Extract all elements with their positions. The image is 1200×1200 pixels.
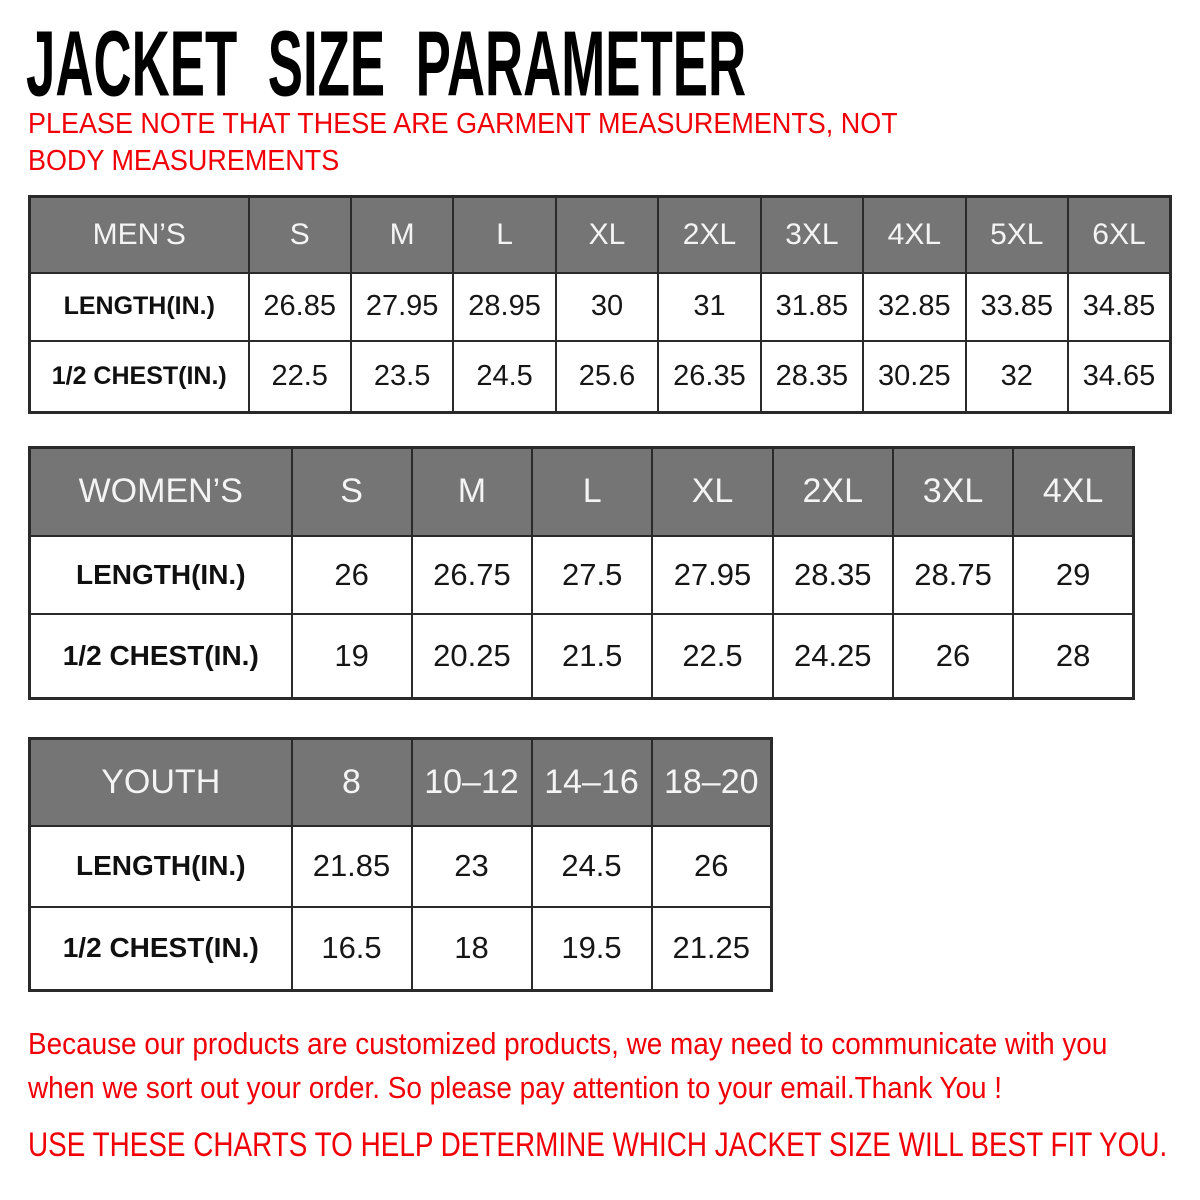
size-value: 25.6	[556, 341, 658, 413]
size-value: 31	[658, 273, 760, 341]
youth-size-header: 10–12	[412, 739, 532, 826]
womens-size-header: XL	[652, 448, 772, 536]
size-value: 26.85	[249, 273, 351, 341]
size-value: 26	[652, 826, 772, 907]
size-value: 24.5	[532, 826, 652, 907]
youth-size-header: 18–20	[652, 739, 772, 826]
size-value: 23	[412, 826, 532, 907]
womens-table-title: WOMEN’S	[30, 448, 292, 536]
youth-chest-row	[30, 907, 772, 991]
size-value: 21.5	[532, 614, 652, 699]
womens-size-header: 2XL	[773, 448, 893, 536]
womens-header-row	[30, 448, 1134, 536]
size-value: 33.85	[966, 273, 1068, 341]
size-value: 32	[966, 341, 1068, 413]
size-value: 27.95	[652, 536, 772, 614]
size-value: 22.5	[249, 341, 351, 413]
womens-size-table	[28, 446, 1135, 700]
size-value: 28.95	[453, 273, 555, 341]
size-value: 27.5	[532, 536, 652, 614]
size-value: 28.75	[893, 536, 1013, 614]
mens-size-header: 3XL	[761, 197, 863, 273]
size-value: 28	[1013, 614, 1133, 699]
row-label: 1/2 CHEST(IN.)	[30, 614, 292, 699]
row-label: 1/2 CHEST(IN.)	[30, 907, 292, 991]
size-value: 31.85	[761, 273, 863, 341]
size-value: 26.75	[412, 536, 532, 614]
garment-measurement-note: PLEASE NOTE THAT THESE ARE GARMENT MEASUREMENTS, NOT BODY MEASUREMENTS	[28, 108, 898, 177]
mens-size-header: 5XL	[966, 197, 1068, 273]
mens-table-title: MEN’S	[30, 197, 249, 273]
womens-size-header: 4XL	[1013, 448, 1133, 536]
size-value: 19.5	[532, 907, 652, 991]
mens-size-header: L	[453, 197, 555, 273]
youth-size-header: 8	[292, 739, 412, 826]
size-value: 29	[1013, 536, 1133, 614]
youth-length-row	[30, 826, 772, 907]
size-value: 30	[556, 273, 658, 341]
size-value: 21.85	[292, 826, 412, 907]
row-label: LENGTH(IN.)	[30, 826, 292, 907]
mens-length-row	[30, 273, 1171, 341]
chart-usage-instruction: USE THESE CHARTS TO HELP DETERMINE WHICH JACKET SIZE WILL BEST FIT YOU.	[28, 1126, 1168, 1164]
womens-length-row	[30, 536, 1134, 614]
womens-size-header: 3XL	[893, 448, 1013, 536]
youth-size-header: 14–16	[532, 739, 652, 826]
womens-size-header: S	[292, 448, 412, 536]
row-label: 1/2 CHEST(IN.)	[30, 341, 249, 413]
size-value: 16.5	[292, 907, 412, 991]
size-value: 22.5	[652, 614, 772, 699]
size-value: 23.5	[351, 341, 453, 413]
mens-size-header: 4XL	[863, 197, 965, 273]
row-label: LENGTH(IN.)	[30, 536, 292, 614]
size-value: 27.95	[351, 273, 453, 341]
youth-header-row	[30, 739, 772, 826]
mens-size-header: S	[249, 197, 351, 273]
size-value: 28.35	[761, 341, 863, 413]
womens-size-header: L	[532, 448, 652, 536]
size-value: 34.85	[1068, 273, 1171, 341]
size-value: 19	[292, 614, 412, 699]
womens-chest-row	[30, 614, 1134, 699]
mens-size-header: M	[351, 197, 453, 273]
size-value: 26.35	[658, 341, 760, 413]
row-label: LENGTH(IN.)	[30, 273, 249, 341]
mens-size-header: XL	[556, 197, 658, 273]
page-title: JACKET SIZE PARAMETER	[26, 11, 747, 116]
mens-header-row	[30, 197, 1171, 273]
size-value: 18	[412, 907, 532, 991]
youth-size-table	[28, 737, 773, 992]
mens-size-header: 6XL	[1068, 197, 1171, 273]
size-value: 24.5	[453, 341, 555, 413]
mens-size-header: 2XL	[658, 197, 760, 273]
size-value: 26	[292, 536, 412, 614]
size-value: 24.25	[773, 614, 893, 699]
mens-chest-row	[30, 341, 1171, 413]
size-value: 28.35	[773, 536, 893, 614]
womens-size-header: M	[412, 448, 532, 536]
youth-table-title: YOUTH	[30, 739, 292, 826]
size-value: 21.25	[652, 907, 772, 991]
size-value: 30.25	[863, 341, 965, 413]
size-value: 20.25	[412, 614, 532, 699]
size-value: 32.85	[863, 273, 965, 341]
customization-notice: Because our products are customized products, we may need to communicate with you when we sort out your order. So please pay attention to your email.Thank You !	[28, 1026, 1108, 1105]
size-value: 26	[893, 614, 1013, 699]
mens-size-table	[28, 195, 1172, 414]
size-value: 34.65	[1068, 341, 1171, 413]
